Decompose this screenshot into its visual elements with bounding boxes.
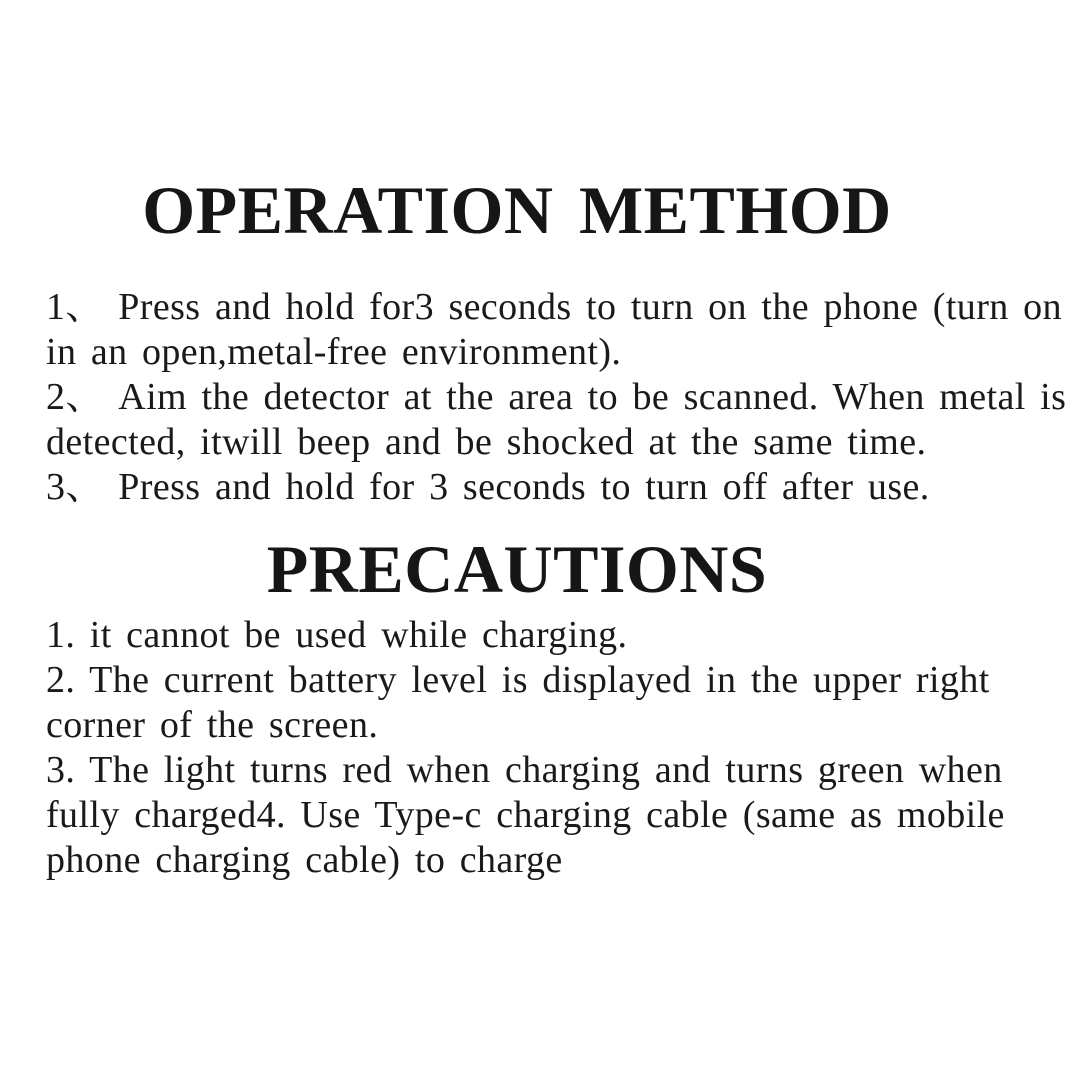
precaution-line: corner of the screen. [46,704,379,746]
precaution-line: phone charging cable) to charge [46,839,563,881]
operation-method-heading: OPERATION METHOD [142,172,892,248]
instruction-line: 1、 Press and hold for3 seconds to turn on the phone (turn on [46,286,1062,328]
instruction-line: detected, itwill beep and be shocked at the same time. [46,421,927,463]
instruction-line: 3、 Press and hold for 3 seconds to turn off after use. [46,466,930,508]
precautions-heading: PRECAUTIONS [266,531,768,607]
precaution-line: 3. The light turns red when charging and turns green when [46,749,1003,791]
operation-method-instructions [46,285,1067,510]
instruction-line: in an open,metal-free environment). [46,331,622,373]
precaution-line: fully charged4. Use Type-c charging cable (same as mobile [46,794,1005,836]
precautions-instructions [46,613,1046,883]
instruction-line: 2、 Aim the detector at the area to be scanned. When metal is [46,376,1067,418]
precaution-line: 1. it cannot be used while charging. [46,614,628,656]
precaution-line: 2. The current battery level is displayed in the upper right [46,659,990,701]
